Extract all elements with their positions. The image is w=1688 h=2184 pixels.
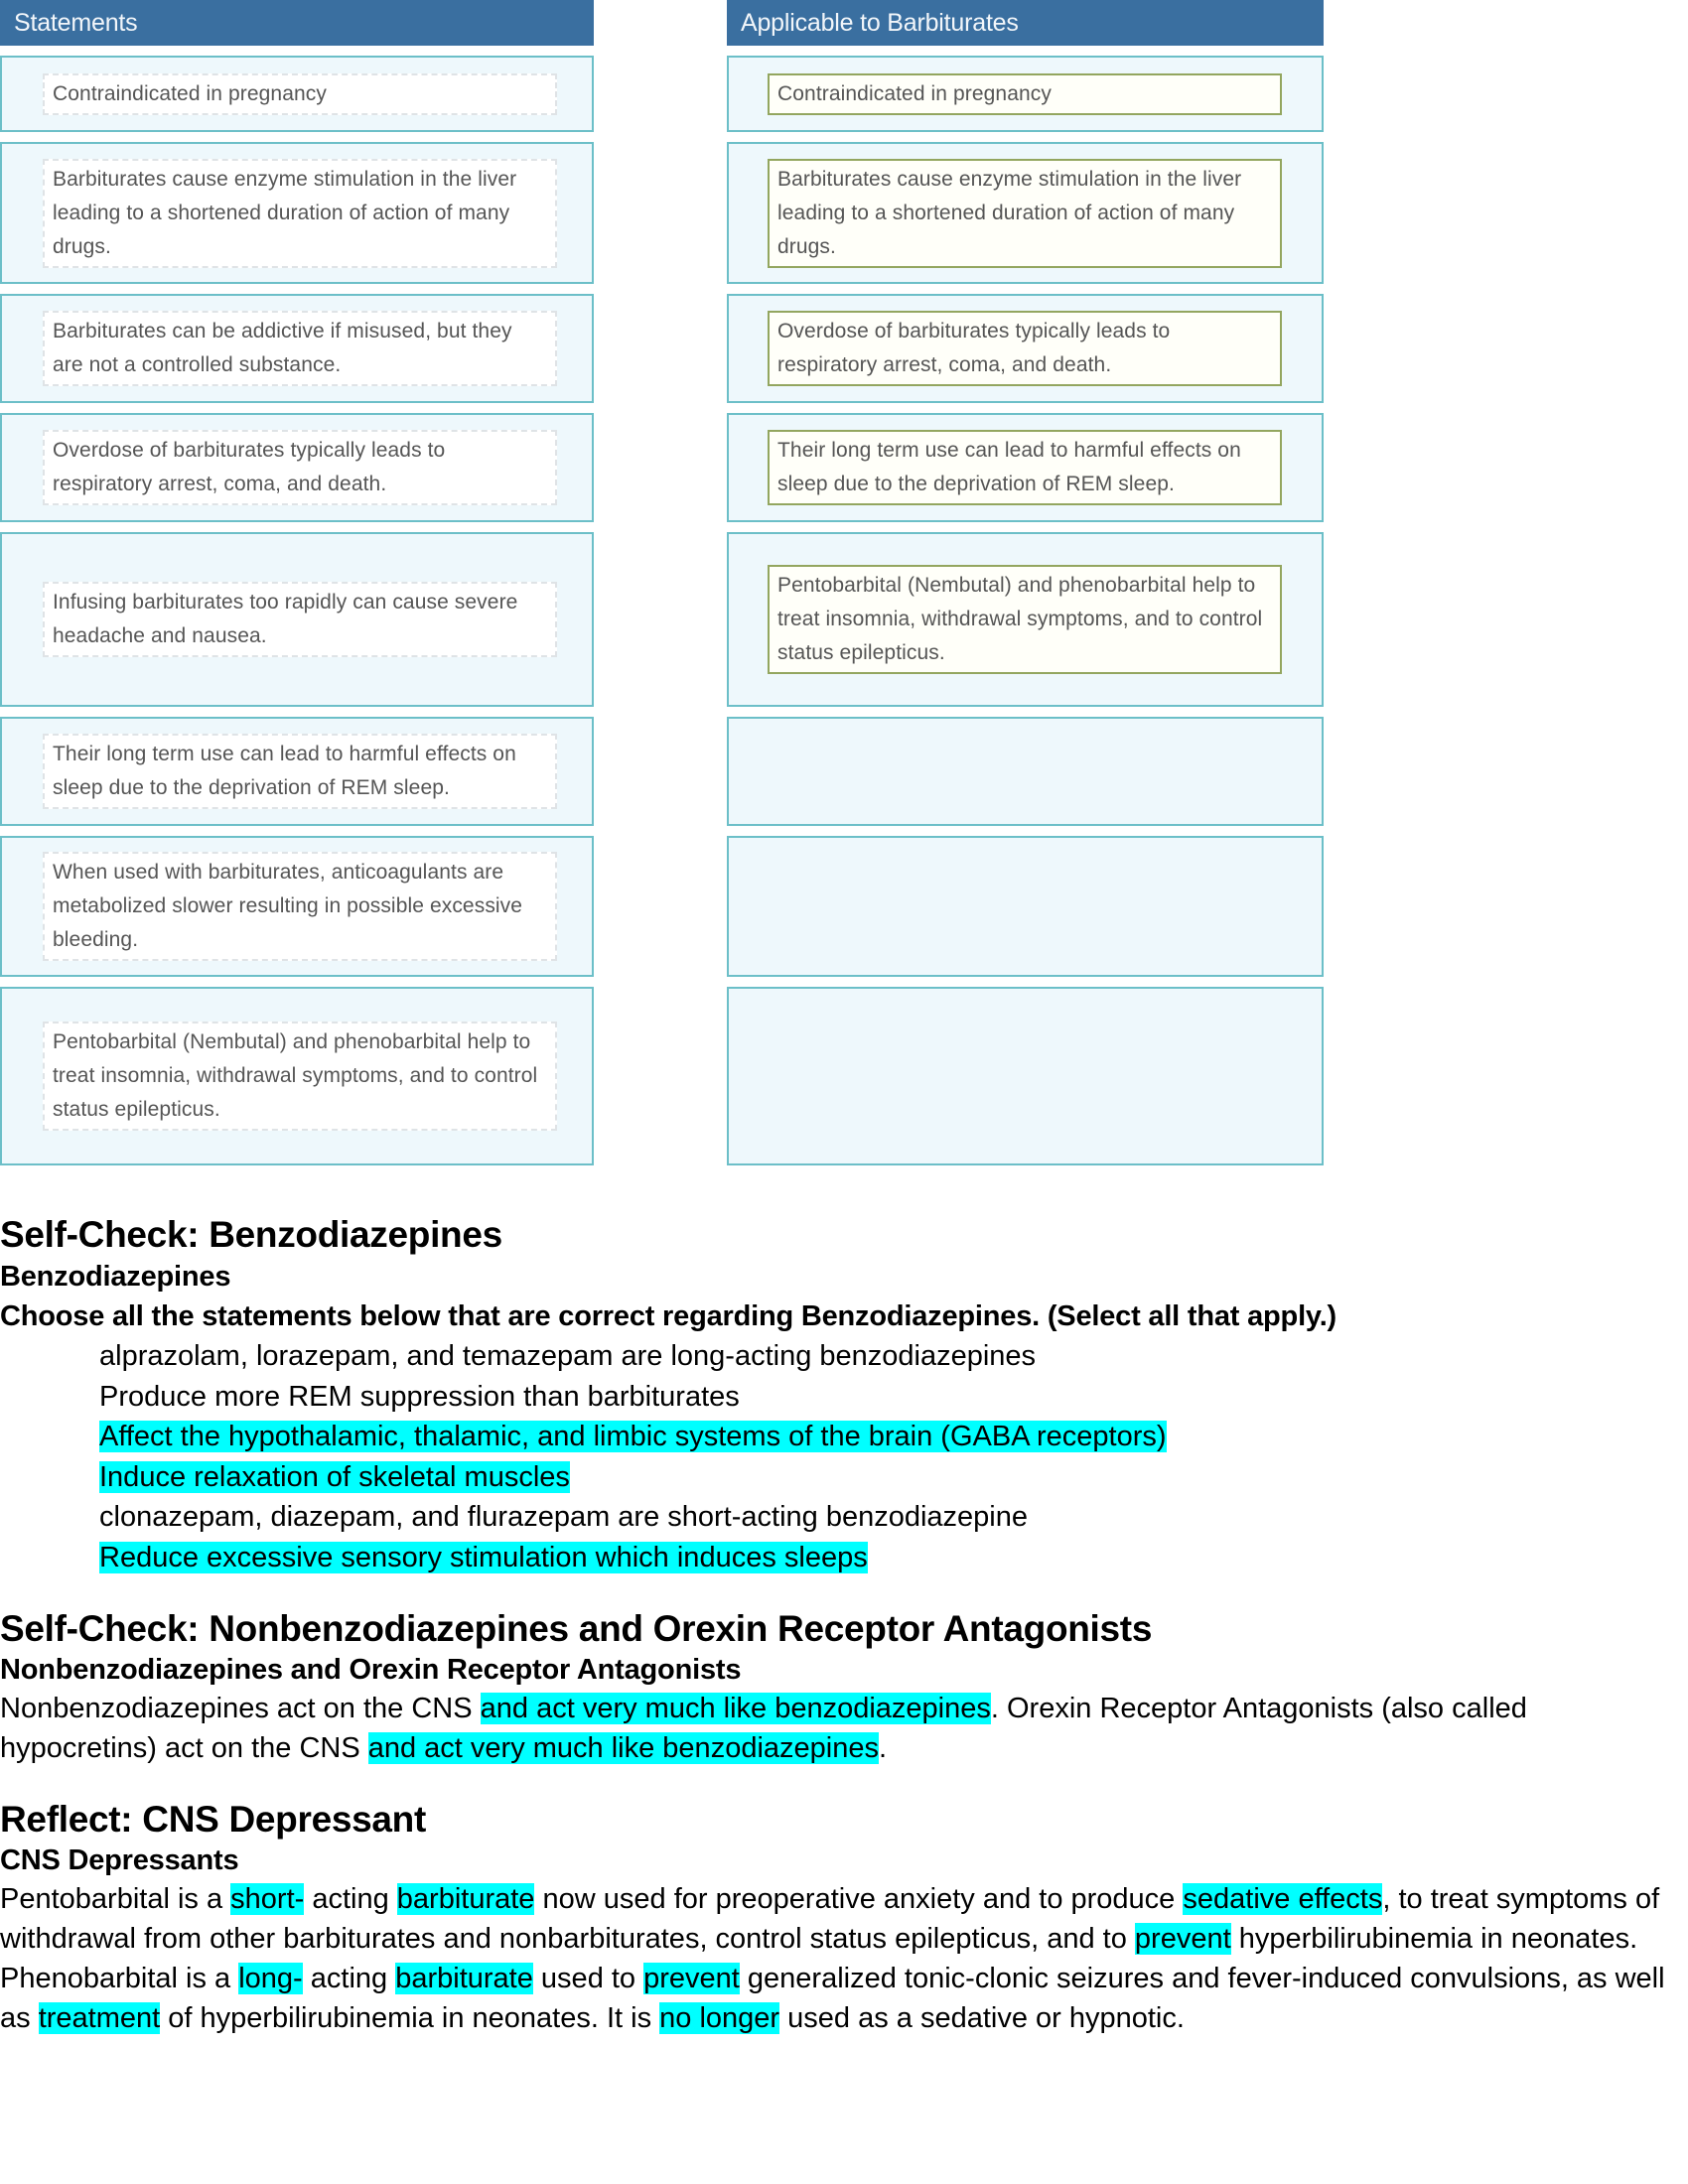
highlight: and act very much like benzodiazepines <box>367 1732 879 1764</box>
drop-zone-6-empty[interactable] <box>727 717 1324 826</box>
statement-row-6 <box>0 717 594 826</box>
drop-zone-7-empty[interactable] <box>727 836 1324 977</box>
highlight: sedative effects <box>1183 1883 1383 1915</box>
drop-zone-1[interactable] <box>727 56 1324 132</box>
placed-statement[interactable]: Barbiturates cause enzyme stimulation in the liver leading to a shortened duration of action of many drugs. <box>768 159 1282 268</box>
benzo-subtitle: Benzodiazepines <box>0 1261 231 1293</box>
nonbenzo-paragraph: Nonbenzodiazepines act on the CNS and act very much like benzodiazepines. Orexin Receptor Antagonists (also called hypocretins) act on the CNS and act very much like benzodiazepines. <box>0 1693 1527 1764</box>
nonbenzo-title: Self-Check: Nonbenzodiazepines and Orexin Receptor Antagonists <box>0 1608 1153 1649</box>
statements-header: Statements <box>0 0 594 46</box>
draggable-statement[interactable]: Barbiturates cause enzyme stimulation in the liver leading to a shortened duration of action of many drugs. <box>43 159 557 268</box>
drop-zone-5[interactable] <box>727 532 1324 707</box>
benzo-question: Choose all the statements below that are correct regarding Benzodiazepines. (Select all that apply.) <box>0 1300 1337 1332</box>
highlight: prevent <box>1134 1923 1231 1955</box>
nonbenzo-subtitle: Nonbenzodiazepines and Orexin Receptor Antagonists <box>0 1654 742 1686</box>
benzo-title: Self-Check: Benzodiazepines <box>0 1214 502 1255</box>
highlight: treatment <box>38 2002 161 2034</box>
highlight: long- <box>238 1963 303 1994</box>
statements-panel <box>0 0 594 1121</box>
benzo-option-1[interactable]: alprazolam, lorazepam, and temazepam are long-acting benzodiazepines <box>99 1340 1037 1372</box>
benzo-option-6-selected[interactable]: Reduce excessive sensory stimulation which induces sleeps <box>99 1541 868 1573</box>
placed-statement[interactable]: Their long term use can lead to harmful effects on sleep due to the deprivation of REM sleep. <box>768 430 1282 505</box>
benzo-option-4-selected[interactable]: Induce relaxation of skeletal muscles <box>99 1460 570 1493</box>
highlight: barbiturate <box>396 1883 535 1915</box>
pentobarbital-paragraph: Pentobarbital is a short- acting barbiturate now used for preoperative anxiety and to produce sedative effects, to treat symptoms of withdrawal from other barbiturates and nonbarbiturates, control status epilepticus, and to prevent hyperbilirubinemia in neonates. <box>0 1883 1660 1955</box>
highlight: short- <box>230 1883 305 1915</box>
statement-row-2 <box>0 142 594 284</box>
draggable-statement[interactable]: When used with barbiturates, anticoagulants are metabolized slower resulting in possible excessive bleeding. <box>43 852 557 961</box>
draggable-statement[interactable]: Overdose of barbiturates typically leads to respiratory arrest, coma, and death. <box>43 430 557 505</box>
draggable-statement[interactable]: Contraindicated in pregnancy <box>43 73 557 115</box>
reflect-title: Reflect: CNS Depressant <box>0 1799 427 1840</box>
statement-row-4 <box>0 413 594 522</box>
nonbenzo-section <box>0 1607 1688 1768</box>
applicable-panel <box>727 0 1324 664</box>
placed-statement[interactable]: Contraindicated in pregnancy <box>768 73 1282 115</box>
benzo-section <box>0 1213 1688 1577</box>
draggable-statement[interactable]: Their long term use can lead to harmful effects on sleep due to the deprivation of REM sleep. <box>43 734 557 809</box>
highlight: barbiturate <box>395 1963 533 1994</box>
draggable-statement[interactable]: Barbiturates can be addictive if misused, but they are not a controlled substance. <box>43 311 557 386</box>
statement-row-5 <box>0 532 594 707</box>
benzo-option-5[interactable]: clonazepam, diazepam, and flurazepam are short-acting benzodiazepine <box>99 1501 1029 1533</box>
phenobarbital-paragraph: Phenobarbital is a long- acting barbiturate used to prevent generalized tonic-clonic seizures and fever-induced convulsions, as well as treatment of hyperbilirubinemia in neonates. It is no longer used as a sedative or hypnotic. <box>0 1963 1665 2034</box>
drop-zone-8-empty[interactable] <box>727 987 1324 1165</box>
reflect-subtitle: CNS Depressants <box>0 1844 239 1876</box>
highlight: no longer <box>659 2002 780 2034</box>
placed-statement[interactable]: Pentobarbital (Nembutal) and phenobarbital help to treat insomnia, withdrawal symptoms, and to control status epilepticus. <box>768 565 1282 674</box>
draggable-statement[interactable]: Infusing barbiturates too rapidly can cause severe headache and nausea. <box>43 582 557 657</box>
reflect-section <box>0 1798 1688 2038</box>
drop-zone-4[interactable] <box>727 413 1324 522</box>
applicable-header: Applicable to Barbiturates <box>727 0 1324 46</box>
draggable-statement[interactable]: Pentobarbital (Nembutal) and phenobarbital help to treat insomnia, withdrawal symptoms, and to control status epilepticus. <box>43 1022 557 1131</box>
placed-statement[interactable]: Overdose of barbiturates typically leads to respiratory arrest, coma, and death. <box>768 311 1282 386</box>
statement-row-3 <box>0 294 594 403</box>
drop-zone-3[interactable] <box>727 294 1324 403</box>
document-body <box>0 1213 1688 2038</box>
highlight: prevent <box>643 1963 740 1994</box>
drop-zone-2[interactable] <box>727 142 1324 284</box>
benzo-option-3-selected[interactable]: Affect the hypothalamic, thalamic, and limbic systems of the brain (GABA receptors) <box>99 1421 1167 1452</box>
statement-row-7 <box>0 836 594 977</box>
statement-row-8 <box>0 987 594 1165</box>
highlight: and act very much like benzodiazepines <box>480 1693 991 1724</box>
benzo-option-2[interactable]: Produce more REM suppression than barbiturates <box>99 1380 740 1413</box>
statement-row-1 <box>0 56 594 132</box>
